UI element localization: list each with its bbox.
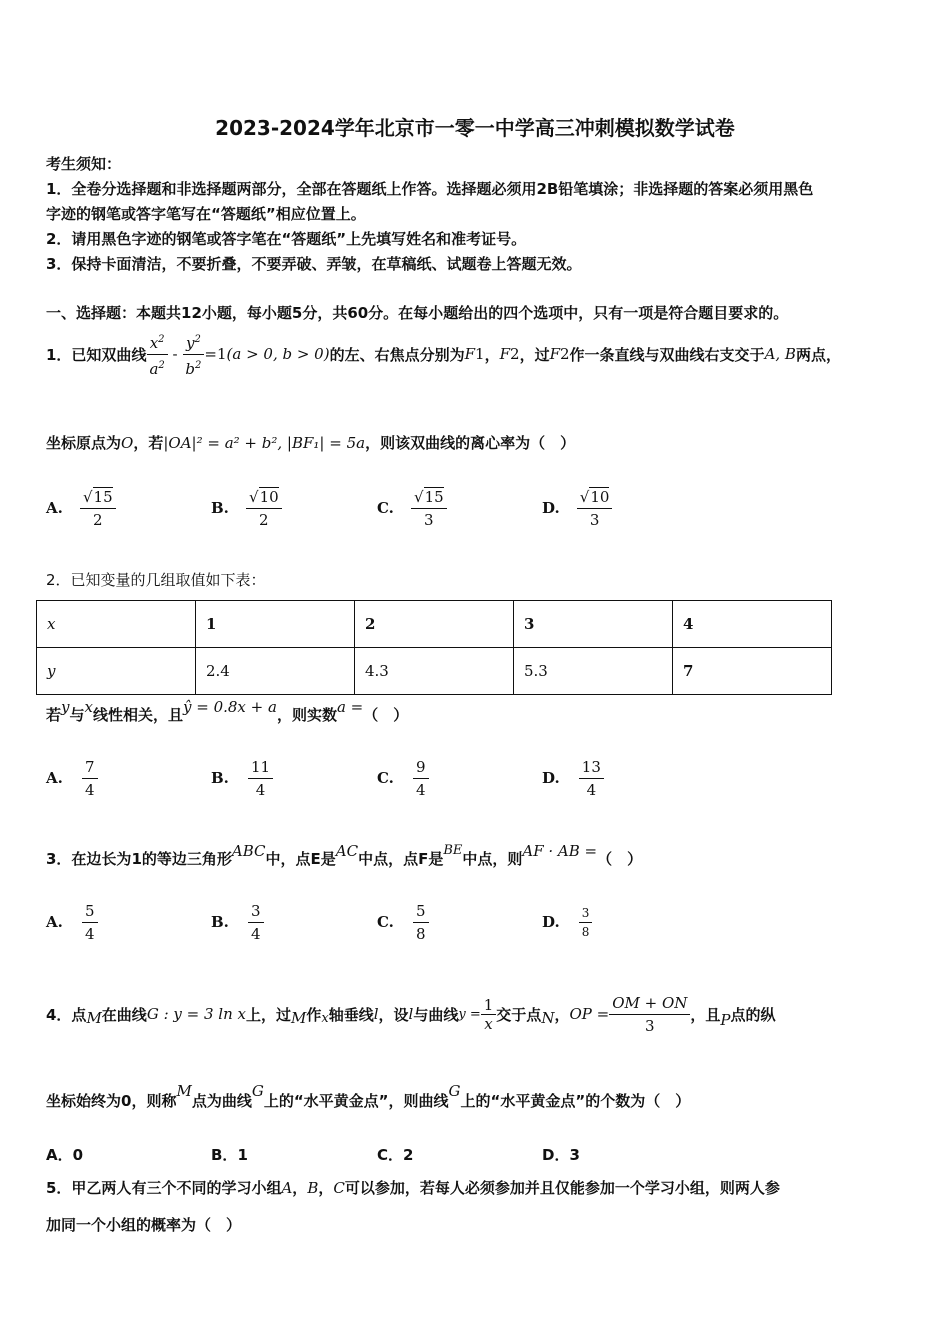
q3-option-a[interactable]: A. $\frac{5}{4}$ [46, 902, 98, 943]
q4-option-b[interactable]: B．1 [211, 1146, 248, 1164]
table-cell: 4 [673, 601, 832, 648]
q2-option-c[interactable]: C. $\frac{9}{4}$ [377, 758, 429, 799]
table-cell: 5.3 [514, 648, 673, 695]
table-cell: 7 [673, 648, 832, 695]
section-heading: 一、选择题：本题共12小题，每小题5分，共60分。在每小题给出的四个选项中，只有一项是符合题目要求的。 [46, 304, 789, 322]
notice-item-1: 1．全卷分选择题和非选择题两部分，全部在答题纸上作答。选择题必须用2B铅笔填涂；非选择题的答案必须用黑色 [46, 180, 814, 198]
question-1-line-1: 1．已知双曲线 $\frac{x^2}{a^2}$ - $\frac{y^2}{b^2}$ =1 (a > 0, b > 0) 的左、右焦点分别为 F 1 ， F 2 ，过 F 2 作一条直线与双曲线右支交于 A, B 两点， [46, 330, 841, 378]
q4-option-d[interactable]: D．3 [542, 1146, 580, 1164]
q4-option-c[interactable]: C．2 [377, 1146, 414, 1164]
page-title: 2023-2024学年北京市一零一中学高三冲刺模拟数学试卷 [215, 116, 735, 140]
notice-item-1-cont: 字迹的钢笔或答字笔写在“答题纸”相应位置上。 [46, 205, 366, 223]
q2-option-a[interactable]: A. $\frac{7}{4}$ [46, 758, 98, 799]
notice-heading: 考生须知： [46, 155, 122, 173]
q1-option-a[interactable]: A. $\frac{√15}{2}$ [46, 488, 116, 529]
table-cell: 1 [196, 601, 355, 648]
notice-item-3: 3．保持卡面清洁，不要折叠，不要弄破、弄皱，在草稿纸、试题卷上答题无效。 [46, 255, 582, 273]
notice-item-2: 2．请用黑色字迹的钢笔或答字笔在“答题纸”上先填写姓名和准考证号。 [46, 230, 527, 248]
table-cell: 3 [514, 601, 673, 648]
data-table [36, 600, 832, 695]
question-5-line-1: 5．甲乙两人有三个不同的学习小组 A ， B ， C 可以参加，若每人必须参加并且仅能参加一个学习小组，则两人参 [46, 1178, 780, 1197]
q3-option-b[interactable]: B. $\frac{3}{4}$ [211, 902, 264, 943]
question-2-text: 2．已知变量的几组取值如下表： [46, 571, 266, 589]
table-cell: 2.4 [196, 648, 355, 695]
question-4-line-2: 坐标始终为0，则称 M 点为曲线 G 上的“水平黄金点”，则曲线 G 上的“水平黄金点”的个数为（ ） [46, 1081, 691, 1110]
q1-option-b[interactable]: B. $\frac{√10}{2}$ [211, 488, 282, 529]
q3-option-d[interactable]: D. $\frac{3}{8}$ [542, 906, 592, 939]
table-cell: 2 [355, 601, 514, 648]
question-3: 3．在边长为1的等边三角形 ABC 中，点E是 AC 中点，点F是 BE 中点，则 AF · AB = （ ） [46, 841, 643, 868]
question-1-line-2: 坐标原点为 O ，若 |OA|² = a² + b², |BF₁| = 5a ，则该双曲线的离心率为（ ） [46, 433, 576, 452]
q2-option-d[interactable]: D. $\frac{13}{4}$ [542, 758, 604, 799]
fraction-y2-b2: $\frac{y^2}{b^2}$ [182, 331, 204, 378]
question-2-prompt: 若 y 与 x 线性相关，且 ŷ = 0.8x + a ，则实数 a = （ ） [46, 697, 409, 724]
q4-option-a[interactable]: A．0 [46, 1146, 84, 1164]
table-header-y: y [37, 648, 196, 695]
table-header-x: x [37, 601, 196, 648]
question-4-line-1: 4．点 M 在曲线 G : y = 3 ln x 上，过 M 作 x 轴垂线 l ，设 l 与曲线 y = $\frac{1}{x}$ 交于点 N ， OP = $\frac{OM + ON}{3}$ ，且 P 点的纵 [46, 993, 776, 1035]
q1-option-c[interactable]: C. $\frac{√15}{3}$ [377, 488, 447, 529]
table-row [37, 648, 832, 695]
q3-option-c[interactable]: C. $\frac{5}{8}$ [377, 902, 429, 943]
q2-option-b[interactable]: B. $\frac{11}{4}$ [211, 758, 273, 799]
table-cell: 4.3 [355, 648, 514, 695]
table-row [37, 601, 832, 648]
q1-option-d[interactable]: D. $\frac{√10}{3}$ [542, 488, 612, 529]
question-5-line-2: 加同一个小组的概率为（ ） [46, 1216, 242, 1234]
fraction-x2-a2: $\frac{x^2}{a^2}$ [146, 331, 167, 378]
